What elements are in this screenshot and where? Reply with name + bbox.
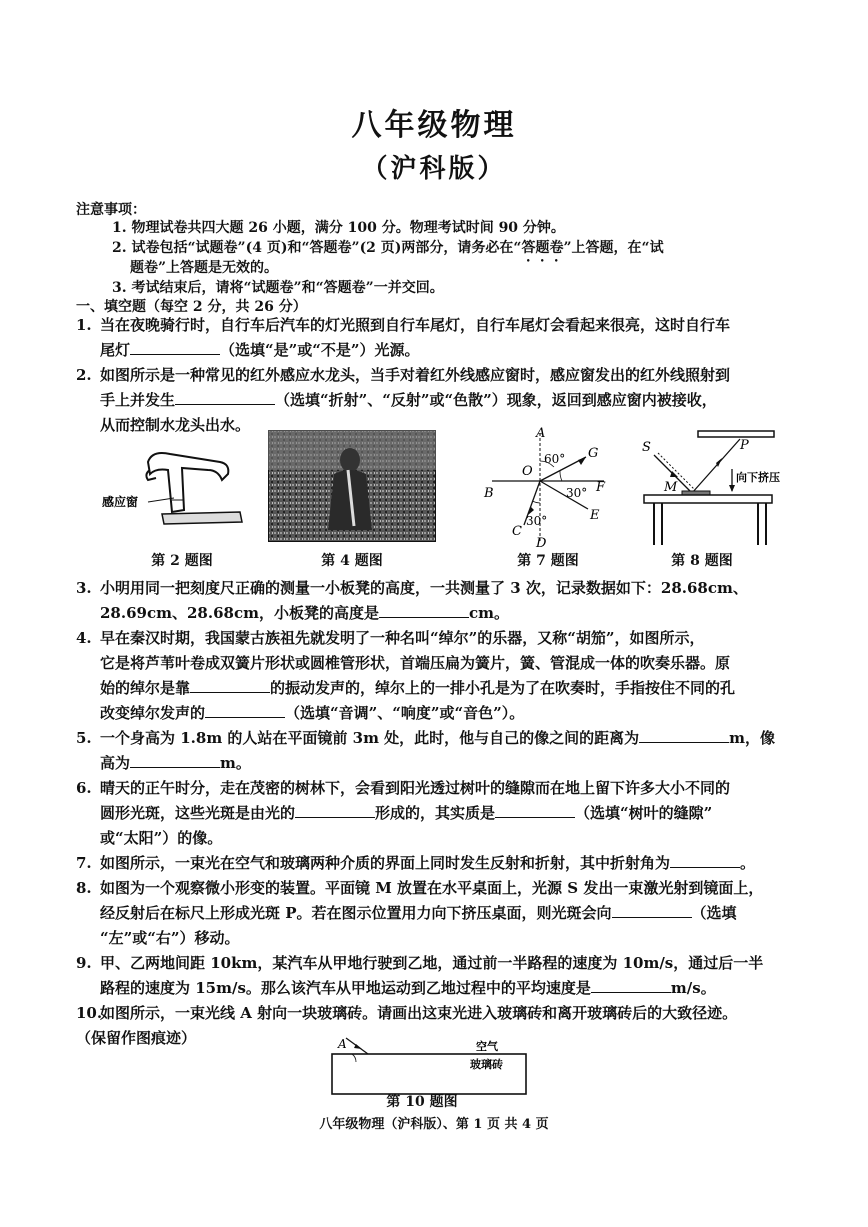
page-subtitle: （沪科版） <box>361 154 507 184</box>
question-8 <box>76 876 806 951</box>
question-text: “左”或“右”）移动。 <box>100 929 240 947</box>
question-text: 甲、乙两地间距 10km，某汽车从甲地行驶到乙地，通过前一半路程的速度为 10m/s，通过后一半 <box>100 954 764 972</box>
question-text: 。 <box>740 854 756 872</box>
angle-30-bottom: 30° <box>526 514 548 528</box>
notice-emphasis: 答题卷 <box>521 240 564 256</box>
question-number: 8. <box>76 879 92 897</box>
question-text: （选填“音调”、“响度”或“音色”）。 <box>285 704 525 722</box>
question-text: 始的绰尔是靠 <box>100 679 191 697</box>
label-C: C <box>512 524 522 539</box>
angle-60: 60° <box>544 452 566 466</box>
question-text: 它是将芦苇叶卷成双簧片形状或圆椎管形状，首端压扁为簧片，簧、管混成一体的吹奏乐器。原 <box>100 654 731 672</box>
question-text: 手上并发生 <box>100 391 176 409</box>
question-number: 9. <box>76 954 92 972</box>
question-9 <box>76 951 806 1001</box>
answer-blank[interactable] <box>379 603 469 618</box>
answer-blank[interactable] <box>295 803 375 818</box>
micro-deformation-figure <box>632 425 782 550</box>
question-text: cm。 <box>468 604 509 622</box>
question-number: 10. <box>76 1004 103 1022</box>
answer-blank[interactable] <box>639 728 729 743</box>
question-number: 4. <box>76 629 92 647</box>
question-text: 如图所示是一种常见的红外感应水龙头，当手对着红外线感应窗时，感应窗发出的红外线照射到 <box>100 366 731 384</box>
fig4-caption: 第 4 题图 <box>321 553 383 569</box>
notice-item-3: 3. 考试结束后，请将“试题卷”和“答题卷”一并交回。 <box>112 280 444 296</box>
notice-item-1: 1. 物理试卷共四大题 26 小题，满分 100 分。物理考试时间 90 分钟。 <box>112 220 565 236</box>
label-F: F <box>596 480 606 495</box>
question-text: 路程的速度为 15m/s。那么该汽车从甲地运动到乙地过程中的平均速度是 <box>100 979 591 997</box>
question-4 <box>76 626 806 726</box>
question-number: 5. <box>76 729 92 747</box>
notice-item-2-text: 2. 试卷包括“试题卷”(4 页)和“答题卷”(2 页)两部分，请务必在“ <box>112 240 522 256</box>
question-text: m，像 <box>729 729 776 747</box>
question-5 <box>76 726 806 776</box>
question-text: 早在秦汉时期，我国蒙古族祖先就发明了一种名叫“绰尔”的乐器，又称“胡笳”，如图所示， <box>100 629 705 647</box>
answer-blank[interactable] <box>205 703 285 718</box>
question-text: m/s。 <box>670 979 716 997</box>
fig10-caption: 第 10 题图 <box>386 1094 458 1110</box>
question-text: （选填“折射”、“反射”或“色散”）现象，返回到感应窗内被接收， <box>275 391 717 409</box>
question-text: （选填“树叶的缝隙” <box>575 804 713 822</box>
chaoer-photo <box>268 430 436 542</box>
label-B: B <box>484 486 494 501</box>
question-6 <box>76 776 806 851</box>
label-M: M <box>664 480 678 495</box>
question-text: 如图所示，一束光线 A 射向一块玻璃砖。请画出这束光进入玻璃砖和离开玻璃砖后的大致径迹。 <box>100 1004 738 1022</box>
label-E: E <box>590 508 600 523</box>
question-text: 小明用同一把刻度尺正确的测量一小板凳的高度，一共测量了 3 次，记录数据如下：28.68cm、 <box>100 579 748 597</box>
question-text: 经反射后在标尺上形成光斑 P。若在图示位置用力向下挤压桌面，则光斑会向 <box>100 904 612 922</box>
label-P: P <box>740 438 749 453</box>
question-text: 晴天的正午时分，走在茂密的树林下，会看到阳光透过树叶的缝隙而在地上留下许多大小不同的 <box>100 779 731 797</box>
question-number: 3. <box>76 579 92 597</box>
label-G: G <box>588 446 599 461</box>
question-text: 一个身高为 1.8m 的人站在平面镜前 3m 处，此时，他与自己的像之间的距离为 <box>100 729 640 747</box>
air-label: 空气 <box>476 1040 498 1053</box>
label-D: D <box>536 536 547 550</box>
question-number: 2. <box>76 366 92 384</box>
question-text: （选填 <box>691 904 737 922</box>
answer-blank[interactable] <box>495 803 575 818</box>
notice-item-2-text-2: ”上答题，在“试 <box>563 240 664 256</box>
notice-item-2-cont: 题卷”上答题是无效的。 <box>130 260 279 276</box>
question-text: 如图所示，一束光在空气和玻璃两种介质的界面上同时发生反射和折射，其中折射角为 <box>100 854 671 872</box>
question-text: （保留作图痕迹） <box>76 1029 197 1047</box>
label-A: A <box>338 1037 347 1051</box>
answer-blank[interactable] <box>130 340 220 355</box>
question-text: 或“太阳”）的像。 <box>100 829 223 847</box>
question-text: 如图为一个观察微小形变的装置。平面镜 M 放置在水平桌面上，光源 S 发出一束激光射到镜面上， <box>100 879 764 897</box>
question-text: m。 <box>220 754 251 772</box>
answer-blank[interactable] <box>130 753 220 768</box>
fig2-caption: 第 2 题图 <box>151 553 213 569</box>
label-S: S <box>642 440 651 455</box>
faucet-figure <box>100 440 250 535</box>
press-down-label: 向下挤压 <box>736 471 780 484</box>
fig7-caption: 第 7 题图 <box>517 553 579 569</box>
angle-30-right: 30° <box>566 486 588 500</box>
answer-blank[interactable] <box>612 903 692 918</box>
question-number: 7. <box>76 854 92 872</box>
answer-blank[interactable] <box>175 390 275 405</box>
question-text: 高为 <box>100 754 131 772</box>
label-A: A <box>536 426 546 441</box>
question-7 <box>76 851 806 876</box>
glass-brick-label: 玻璃砖 <box>470 1058 503 1071</box>
glass-brick-figure <box>330 1036 530 1096</box>
question-1 <box>76 313 806 363</box>
question-number: 6. <box>76 779 92 797</box>
answer-blank[interactable] <box>591 978 671 993</box>
fig8-caption: 第 8 题图 <box>671 553 733 569</box>
question-text: 形成的，其实质是 <box>375 804 496 822</box>
sensor-window-label: 感应窗 <box>102 495 139 509</box>
section-heading: 一、填空题（每空 2 分，共 26 分） <box>76 299 307 315</box>
page-footer: 八年级物理（沪科版）、第 1 页 共 4 页 <box>319 1117 549 1132</box>
question-text: 从而控制水龙头出水。 <box>100 416 251 434</box>
question-text: 28.69cm、28.68cm，小板凳的高度是 <box>100 604 379 622</box>
label-O: O <box>522 464 533 479</box>
question-text: 改变绰尔发声的 <box>100 704 206 722</box>
question-3 <box>76 576 806 626</box>
question-number: 1. <box>76 316 92 334</box>
question-text: 当在夜晚骑行时，自行车后汽车的灯光照到自行车尾灯，自行车尾灯会看起来很亮，这时自行车 <box>100 316 731 334</box>
question-text: 尾灯 <box>100 341 131 359</box>
question-text: 圆形光斑，这些光斑是由光的 <box>100 804 296 822</box>
question-text: 的振动发声的，绰尔上的一排小孔是为了在吹奏时，手指按住不同的孔 <box>270 679 736 697</box>
question-text: （选填“是”或“不是”）光源。 <box>220 341 420 359</box>
answer-blank[interactable] <box>190 678 270 693</box>
page-title: 八年级物理 <box>351 108 517 143</box>
refraction-figure <box>478 425 618 550</box>
notice-heading: 注意事项： <box>76 202 146 218</box>
answer-blank[interactable] <box>670 853 740 868</box>
